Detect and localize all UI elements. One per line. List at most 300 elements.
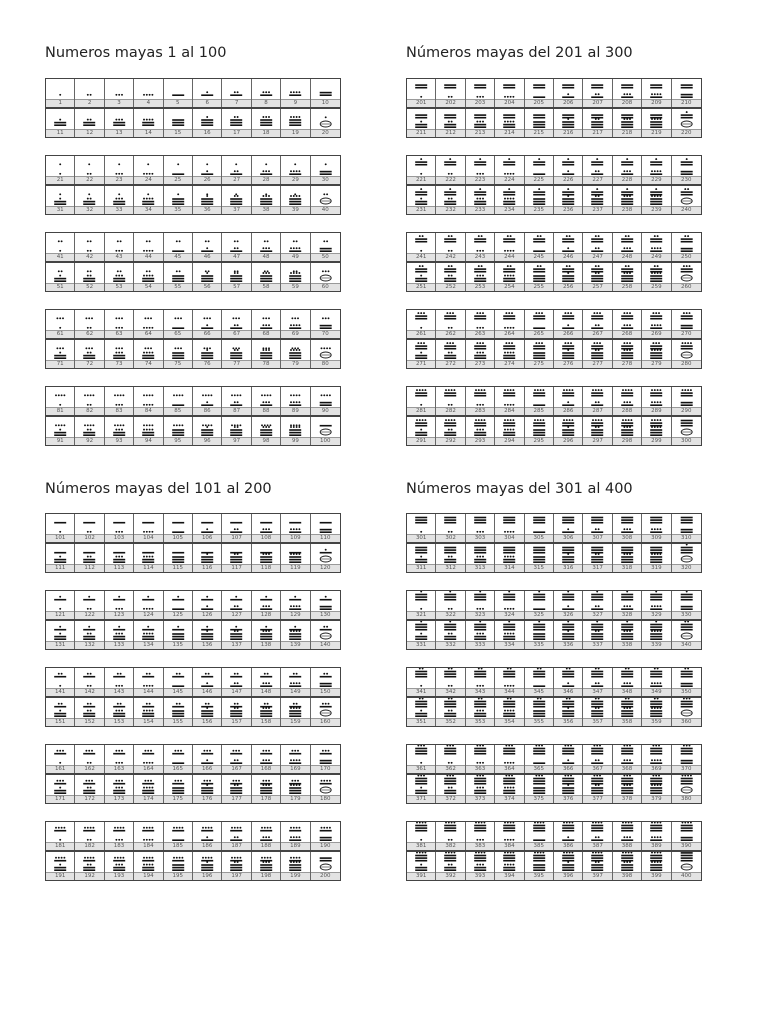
dot-mark bbox=[657, 235, 659, 237]
bar-mark bbox=[260, 203, 272, 205]
bar-mark bbox=[289, 599, 301, 601]
dot-mark bbox=[118, 750, 120, 752]
numeral-label: 140 bbox=[311, 641, 340, 649]
dot-mark bbox=[627, 265, 629, 267]
dot-mark bbox=[87, 327, 89, 329]
dot-mark bbox=[482, 608, 484, 610]
numeral-cell bbox=[193, 514, 222, 542]
numeral-row bbox=[406, 513, 702, 543]
dot-mark bbox=[595, 528, 597, 530]
numeral-cell bbox=[525, 340, 554, 368]
dot-mark bbox=[177, 193, 179, 195]
bar-mark bbox=[415, 425, 427, 427]
bar-mark bbox=[289, 404, 301, 406]
maya-glyph bbox=[642, 745, 670, 765]
numeral-cell bbox=[222, 233, 251, 261]
dot-mark bbox=[180, 317, 182, 319]
numeral-cell bbox=[134, 745, 163, 773]
bar-mark bbox=[260, 429, 272, 431]
dot-mark bbox=[262, 784, 264, 786]
bar-mark bbox=[474, 84, 486, 86]
dot-mark bbox=[121, 250, 123, 252]
dot-mark bbox=[146, 240, 148, 242]
numeral-cell bbox=[281, 544, 310, 572]
dot-mark bbox=[89, 596, 91, 598]
maya-glyph bbox=[525, 79, 553, 99]
dot-mark bbox=[660, 118, 662, 120]
maya-glyph bbox=[311, 79, 340, 99]
dot-mark bbox=[655, 745, 657, 746]
bar-mark bbox=[503, 869, 515, 871]
bar-mark bbox=[562, 559, 574, 561]
bar-mark bbox=[592, 198, 604, 200]
dot-mark bbox=[63, 424, 65, 426]
dot-mark bbox=[61, 827, 63, 829]
numeral-cell bbox=[613, 544, 642, 572]
bar-mark bbox=[680, 117, 692, 119]
bar-mark bbox=[680, 171, 692, 173]
dot-mark bbox=[206, 759, 208, 761]
dot-mark bbox=[87, 173, 89, 175]
maya-glyph bbox=[436, 514, 464, 534]
dot-mark bbox=[115, 347, 117, 349]
bar-mark bbox=[650, 864, 662, 866]
maya-glyph bbox=[222, 340, 250, 360]
dot-mark bbox=[329, 827, 331, 829]
dot-mark bbox=[541, 312, 543, 314]
bar-mark bbox=[503, 434, 515, 436]
dot-mark bbox=[290, 682, 292, 684]
dot-mark bbox=[294, 750, 296, 752]
bar-mark bbox=[592, 345, 604, 347]
bar-mark bbox=[503, 701, 515, 703]
dot-mark bbox=[265, 347, 267, 349]
bar-mark bbox=[533, 355, 545, 357]
dot-mark bbox=[626, 426, 628, 428]
numeral-label: 359 bbox=[642, 718, 670, 726]
numeral-cell bbox=[252, 668, 281, 696]
dot-mark bbox=[268, 750, 270, 752]
dot-mark bbox=[660, 349, 662, 351]
dot-mark bbox=[237, 605, 239, 607]
numeral-label: 388 bbox=[613, 842, 641, 850]
maya-glyph bbox=[164, 698, 192, 718]
maya-glyph bbox=[495, 79, 523, 99]
dot-mark bbox=[476, 775, 478, 776]
bar-mark bbox=[415, 860, 427, 862]
dot-mark bbox=[420, 352, 422, 354]
bar-mark bbox=[680, 594, 692, 596]
dot-mark bbox=[513, 419, 515, 421]
maya-glyph bbox=[134, 109, 162, 129]
dot-mark bbox=[90, 710, 92, 712]
bar-mark bbox=[474, 422, 486, 424]
dot-mark bbox=[152, 762, 154, 764]
bar-mark bbox=[231, 685, 243, 687]
numeral-cell bbox=[105, 822, 134, 850]
numeral-label: 2 bbox=[75, 99, 103, 107]
dot-mark bbox=[58, 240, 60, 242]
maya-glyph bbox=[613, 822, 641, 842]
dot-mark bbox=[299, 272, 301, 274]
numeral-cell bbox=[281, 186, 310, 214]
dot-mark bbox=[145, 347, 147, 349]
bar-mark bbox=[562, 857, 574, 859]
dot-mark bbox=[152, 327, 154, 329]
dot-mark bbox=[234, 673, 236, 675]
dot-mark bbox=[482, 787, 484, 789]
bar-mark bbox=[445, 522, 457, 524]
dot-mark bbox=[234, 682, 236, 684]
dot-mark bbox=[538, 312, 540, 314]
dot-mark bbox=[479, 531, 481, 533]
maya-glyph bbox=[222, 698, 250, 718]
dot-mark bbox=[567, 759, 569, 761]
bar-mark bbox=[142, 201, 154, 203]
dot-mark bbox=[237, 673, 239, 675]
bar-mark bbox=[650, 352, 662, 354]
dot-mark bbox=[208, 270, 210, 272]
dot-mark bbox=[234, 116, 236, 118]
numeral-cell bbox=[105, 233, 134, 261]
maya-glyph bbox=[436, 775, 464, 795]
maya-glyph bbox=[222, 387, 250, 407]
bar-mark bbox=[621, 96, 633, 98]
dot-mark bbox=[290, 401, 292, 403]
numeral-cell bbox=[46, 775, 75, 803]
maya-glyph bbox=[642, 591, 670, 611]
bar-mark bbox=[592, 626, 604, 628]
bar-mark bbox=[201, 173, 213, 175]
bar-mark bbox=[533, 84, 545, 86]
numeral-label: 204 bbox=[495, 99, 523, 107]
bar-mark bbox=[415, 547, 427, 549]
dot-mark bbox=[595, 426, 597, 428]
dot-mark bbox=[87, 839, 89, 841]
numeral-label: 295 bbox=[525, 437, 553, 445]
dot-mark bbox=[626, 784, 628, 786]
dot-mark bbox=[146, 270, 148, 272]
bar-mark bbox=[172, 706, 184, 708]
dot-mark bbox=[595, 93, 597, 95]
dot-mark bbox=[651, 822, 653, 823]
bar-mark bbox=[621, 556, 633, 558]
maya-glyph bbox=[436, 233, 464, 253]
dot-mark bbox=[564, 745, 566, 746]
bar-mark bbox=[474, 594, 486, 596]
bar-mark bbox=[621, 84, 633, 86]
maya-glyph bbox=[466, 544, 494, 564]
dot-mark bbox=[149, 404, 151, 406]
bar-mark bbox=[621, 869, 633, 871]
bar-mark bbox=[621, 318, 633, 320]
numeral-cell bbox=[466, 156, 495, 184]
bar-mark bbox=[650, 124, 662, 126]
dot-mark bbox=[118, 596, 120, 598]
dot-mark bbox=[690, 822, 692, 823]
dot-mark bbox=[566, 852, 568, 853]
bar-mark bbox=[592, 404, 604, 406]
bar-mark bbox=[503, 549, 515, 551]
dot-mark bbox=[206, 170, 208, 172]
dot-mark bbox=[504, 556, 506, 558]
dot-mark bbox=[451, 787, 453, 789]
bar-mark bbox=[231, 522, 243, 524]
bar-mark bbox=[231, 280, 243, 282]
dot-mark bbox=[651, 118, 653, 120]
dot-mark bbox=[147, 317, 149, 319]
bar-mark bbox=[650, 96, 662, 98]
dot-mark bbox=[420, 327, 422, 329]
maya-glyph bbox=[436, 745, 464, 765]
numeral-label: 38 bbox=[252, 206, 280, 214]
bar-mark bbox=[415, 355, 427, 357]
bar-mark bbox=[231, 762, 243, 764]
bar-mark bbox=[113, 122, 125, 124]
dot-mark bbox=[479, 121, 481, 123]
dot-mark bbox=[87, 864, 89, 866]
numeral-cell bbox=[75, 109, 104, 137]
bar-mark bbox=[231, 638, 243, 640]
bar-mark bbox=[680, 706, 692, 708]
dot-mark bbox=[59, 787, 61, 789]
dot-mark bbox=[447, 312, 449, 314]
bar-mark bbox=[84, 434, 96, 436]
numeral-cell bbox=[613, 668, 642, 696]
dot-mark bbox=[651, 419, 653, 421]
dot-mark bbox=[268, 780, 270, 782]
bar-mark bbox=[592, 594, 604, 596]
bar-mark bbox=[260, 867, 272, 869]
bar-mark bbox=[415, 750, 427, 752]
dot-mark bbox=[265, 324, 267, 326]
bar-mark bbox=[172, 710, 184, 712]
dot-mark bbox=[87, 762, 89, 764]
numeral-cell bbox=[583, 852, 612, 880]
dot-mark bbox=[265, 116, 267, 118]
dot-mark bbox=[538, 775, 540, 776]
bar-mark bbox=[113, 715, 125, 717]
numeral-label: 265 bbox=[525, 330, 553, 338]
bar-mark bbox=[621, 203, 633, 205]
bar-mark bbox=[54, 280, 66, 282]
numeral-cell bbox=[495, 79, 524, 107]
bar-mark bbox=[562, 633, 574, 635]
dot-mark bbox=[510, 121, 512, 123]
dot-mark bbox=[143, 827, 145, 829]
dot-mark bbox=[479, 710, 481, 712]
dot-mark bbox=[598, 426, 600, 428]
numeral-cell bbox=[495, 310, 524, 338]
numeral-label: 120 bbox=[311, 564, 340, 572]
maya-glyph bbox=[672, 591, 701, 611]
bar-mark bbox=[680, 608, 692, 610]
dot-mark bbox=[625, 389, 627, 391]
maya-glyph bbox=[75, 79, 103, 99]
maya-glyph bbox=[495, 745, 523, 765]
dot-mark bbox=[626, 605, 628, 607]
bar-mark bbox=[562, 352, 574, 354]
numeral-cell bbox=[613, 621, 642, 649]
bar-mark bbox=[503, 318, 515, 320]
dot-mark bbox=[657, 247, 659, 249]
dot-mark bbox=[416, 852, 418, 853]
dot-mark bbox=[175, 270, 177, 272]
dot-mark bbox=[266, 240, 268, 242]
bar-mark bbox=[621, 114, 633, 116]
numeral-label: 321 bbox=[407, 611, 435, 619]
maya-glyph bbox=[164, 387, 192, 407]
bar-mark bbox=[201, 869, 213, 871]
numeral-label: 234 bbox=[495, 206, 523, 214]
numeral-label: 7 bbox=[222, 99, 250, 107]
dot-mark bbox=[150, 750, 152, 752]
maya-glyph bbox=[436, 417, 464, 437]
dot-mark bbox=[290, 426, 292, 428]
dot-mark bbox=[597, 158, 599, 160]
bar-mark bbox=[142, 790, 154, 792]
numeral-label: 256 bbox=[554, 283, 582, 291]
bar-mark bbox=[54, 830, 66, 832]
dot-mark bbox=[660, 528, 662, 530]
bar-mark bbox=[592, 201, 604, 203]
bar-mark bbox=[415, 268, 427, 270]
numeral-label: 42 bbox=[75, 253, 103, 261]
maya-glyph bbox=[193, 668, 221, 688]
bar-mark bbox=[231, 203, 243, 205]
dot-mark bbox=[419, 265, 421, 267]
maya-glyph bbox=[105, 745, 133, 765]
dot-mark bbox=[598, 419, 600, 421]
dot-mark bbox=[173, 394, 175, 396]
dot-mark bbox=[657, 389, 659, 391]
dot-mark bbox=[324, 163, 326, 165]
numeral-row bbox=[406, 543, 702, 573]
bar-mark bbox=[54, 357, 66, 359]
bar-mark bbox=[172, 434, 184, 436]
bar-mark bbox=[621, 519, 633, 521]
numeral-label: 67 bbox=[222, 330, 250, 338]
dot-mark bbox=[117, 270, 119, 272]
dot-mark bbox=[264, 857, 266, 859]
bar-mark bbox=[650, 787, 662, 789]
dot-mark bbox=[654, 401, 656, 403]
numeral-label: 349 bbox=[642, 688, 670, 696]
maya-glyph bbox=[613, 698, 641, 718]
numeral-cell bbox=[193, 233, 222, 261]
bar-mark bbox=[172, 790, 184, 792]
maya-glyph bbox=[222, 621, 250, 641]
dot-mark bbox=[630, 852, 632, 853]
dot-mark bbox=[683, 698, 685, 699]
section-title: Numeros mayas 1 al 100 bbox=[45, 45, 227, 61]
numeral-cell bbox=[311, 109, 340, 137]
dot-mark bbox=[326, 626, 328, 628]
maya-glyph bbox=[311, 621, 340, 641]
numeral-label: 241 bbox=[407, 253, 435, 261]
numeral-cell bbox=[436, 775, 465, 803]
bar-mark bbox=[650, 357, 662, 359]
maya-glyph bbox=[134, 310, 162, 330]
dot-mark bbox=[297, 317, 299, 319]
numeral-cell bbox=[252, 852, 281, 880]
bar-mark bbox=[533, 629, 545, 631]
dot-mark bbox=[149, 275, 151, 277]
numeral-cell bbox=[407, 340, 436, 368]
numeral-cell bbox=[75, 186, 104, 214]
bar-mark bbox=[231, 94, 243, 96]
dot-mark bbox=[143, 429, 145, 431]
dot-mark bbox=[118, 317, 120, 319]
dot-mark bbox=[483, 389, 485, 391]
bar-mark bbox=[562, 84, 574, 86]
maya-glyph bbox=[642, 340, 670, 360]
bar-mark bbox=[260, 327, 272, 329]
dot-mark bbox=[296, 528, 298, 530]
bar-mark bbox=[503, 345, 515, 347]
dot-mark bbox=[629, 93, 631, 95]
bar-mark bbox=[562, 355, 574, 357]
bar-mark bbox=[260, 713, 272, 715]
dot-mark bbox=[146, 424, 148, 426]
dot-mark bbox=[420, 685, 422, 687]
numeral-cell bbox=[311, 544, 340, 572]
numeral-label: 84 bbox=[134, 407, 162, 415]
bar-mark bbox=[592, 280, 604, 282]
bar-mark bbox=[680, 855, 692, 857]
dot-mark bbox=[234, 240, 236, 242]
dot-mark bbox=[62, 317, 64, 319]
bar-mark bbox=[289, 869, 301, 871]
numeral-cell bbox=[642, 514, 671, 542]
numeral-label: 199 bbox=[281, 872, 309, 880]
numeral-cell bbox=[105, 263, 134, 291]
dot-mark bbox=[115, 275, 117, 277]
dot-mark bbox=[595, 852, 597, 853]
maya-glyph bbox=[164, 156, 192, 176]
bar-mark bbox=[415, 318, 427, 320]
dot-mark bbox=[564, 342, 566, 344]
numeral-label: 296 bbox=[554, 437, 582, 445]
dot-mark bbox=[175, 673, 177, 675]
numeral-label: 62 bbox=[75, 330, 103, 338]
dot-mark bbox=[115, 608, 117, 610]
dot-mark bbox=[476, 173, 478, 175]
dot-mark bbox=[121, 633, 123, 635]
dot-mark bbox=[629, 324, 631, 326]
bar-mark bbox=[172, 559, 184, 561]
numeral-cell bbox=[75, 233, 104, 261]
bar-mark bbox=[142, 783, 154, 785]
dot-mark bbox=[146, 198, 148, 200]
numeral-label: 125 bbox=[164, 611, 192, 619]
bar-mark bbox=[201, 864, 213, 866]
dot-mark bbox=[121, 94, 123, 96]
dot-mark bbox=[149, 270, 151, 272]
bar-mark bbox=[533, 278, 545, 280]
numeral-cell bbox=[642, 387, 671, 415]
numeral-label: 175 bbox=[164, 795, 192, 803]
bar-mark bbox=[680, 783, 692, 785]
maya-glyph bbox=[642, 775, 670, 795]
maya-glyph bbox=[495, 544, 523, 564]
bar-mark bbox=[84, 676, 96, 678]
numeral-cell bbox=[554, 310, 583, 338]
bar-mark bbox=[445, 857, 457, 859]
dot-mark bbox=[450, 621, 452, 622]
dot-mark bbox=[445, 389, 447, 391]
dot-mark bbox=[657, 630, 659, 632]
